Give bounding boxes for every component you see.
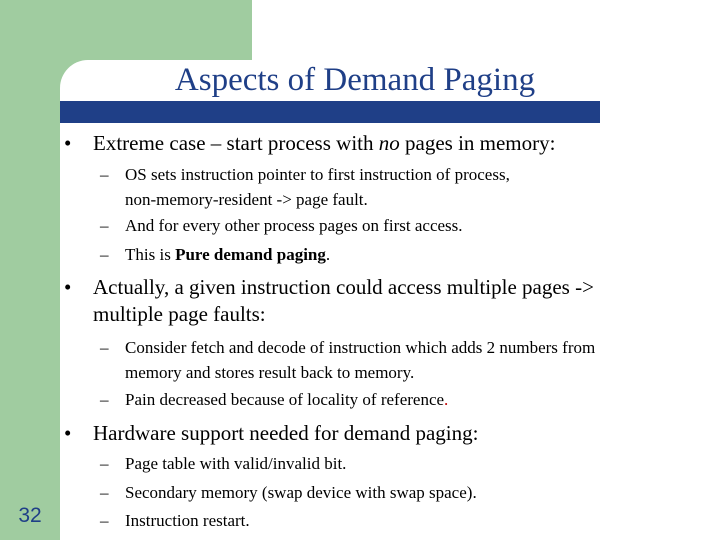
bullet-marker: • [64,275,72,299]
sub-bullet-text: Page table with valid/invalid bit. [125,454,347,473]
sub-bullet-text: And for every other process pages on first access. [125,216,463,235]
sub-bullet-marker: – [100,165,109,184]
bullet-text: Actually, a given instruction could access multiple pages -> multiple page faults: [93,275,594,326]
sub-bullet-marker: – [100,245,109,264]
sub-bullet-marker: – [100,511,109,530]
sub-bullet-marker: – [100,390,109,409]
sub-bullet-marker: – [100,483,109,502]
sub-bullet-text: Consider fetch and decode of instruction which adds 2 numbers from memory and stores result back to memory. [125,338,596,382]
background-accent-left [0,0,60,540]
sub-bullet-text: OS sets instruction pointer to first instruction of process, non-memory-resident -> page fault. [125,165,510,209]
bullet-marker: • [64,131,72,155]
sub-bullet-text: Instruction restart. [125,511,250,530]
sub-bullet-text: Pain decreased because of locality of reference. [125,390,449,409]
bullet-text: Hardware support needed for demand paging: [93,421,479,445]
bullet-text: Extreme case – start process with no pages in memory: [93,131,556,155]
sub-bullet-text: This is Pure demand paging. [125,245,331,264]
bold-term: Pure demand paging [175,245,326,264]
bullet-marker: • [64,421,72,445]
sub-bullet-text: Secondary memory (swap device with swap space). [125,483,477,502]
title-underline-bar [60,101,600,123]
sub-bullet-marker: – [100,338,109,357]
sub-bullet-marker: – [100,454,109,473]
page-number: 32 [18,504,42,527]
emphasis-text: no [378,131,400,155]
sub-bullet-marker: – [100,216,109,235]
slide-title: Aspects of Demand Paging [174,62,536,98]
